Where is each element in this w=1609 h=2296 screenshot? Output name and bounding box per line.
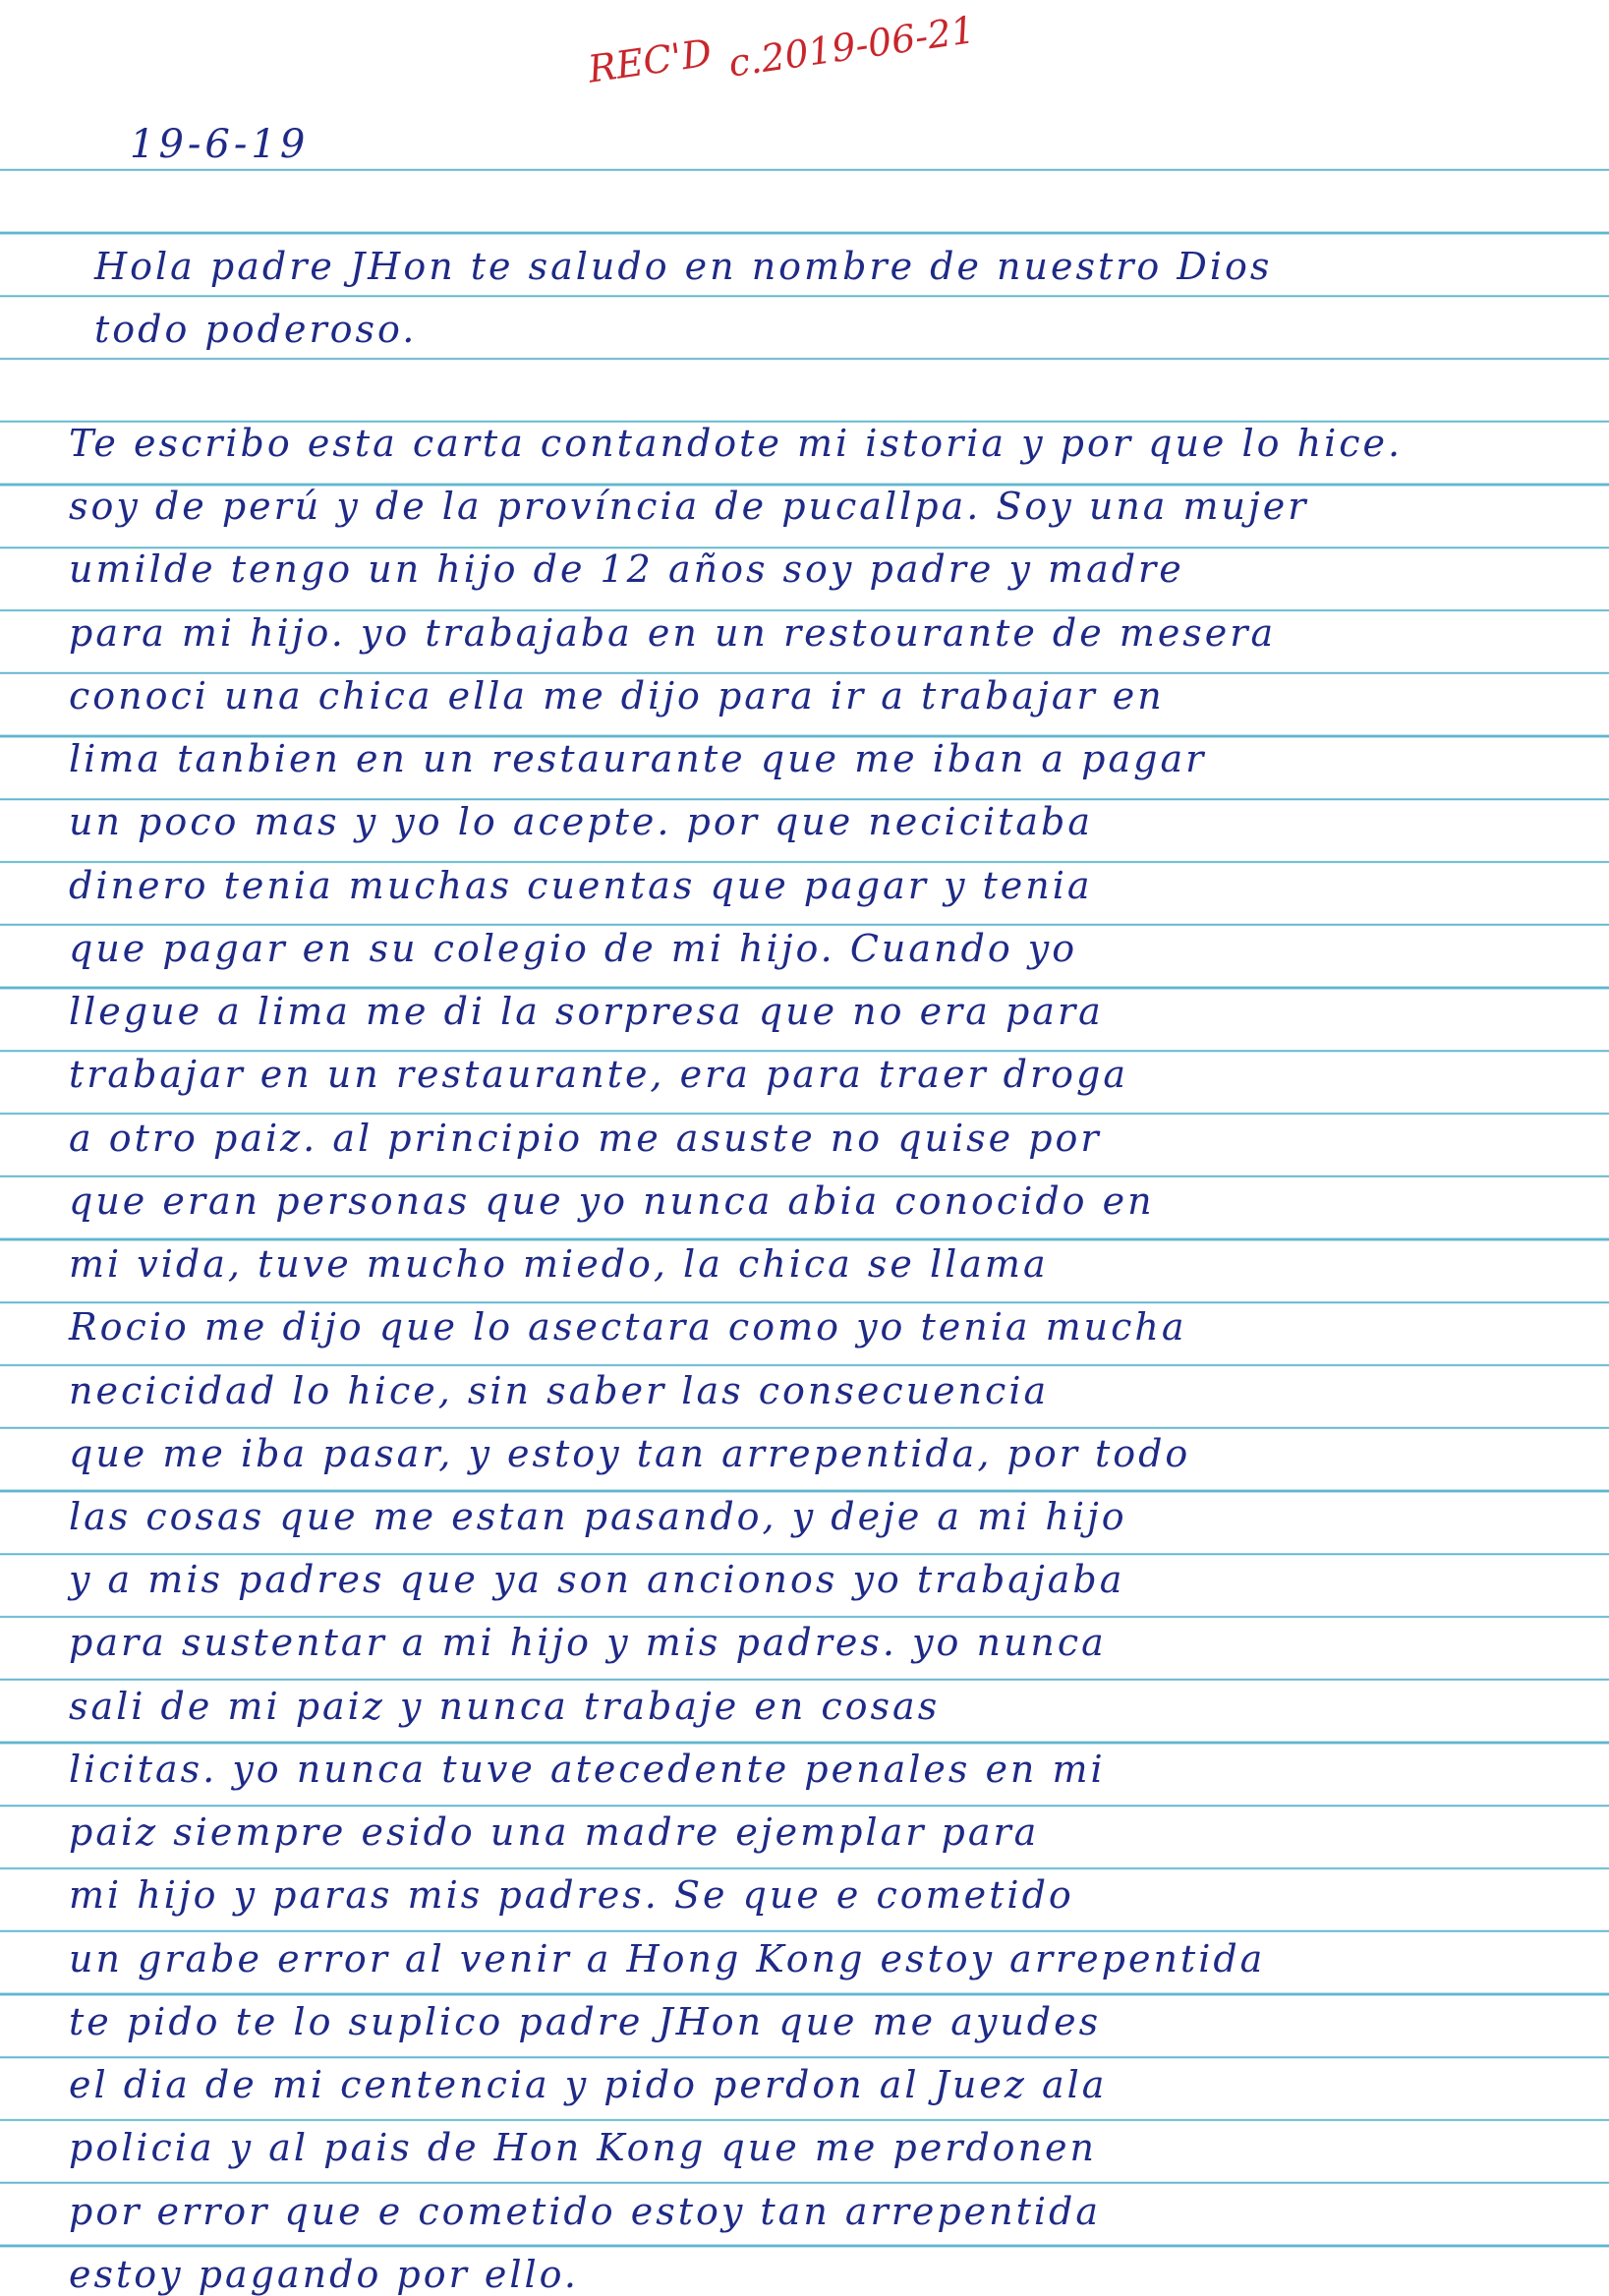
body-line: policia y al pais de Hon Kong que me perdonen xyxy=(69,2126,1097,2169)
body-line: mi vida, tuve mucho miedo, la chica se llama xyxy=(69,1242,1049,1286)
body-line: umilde tengo un hijo de 12 años soy padre y madre xyxy=(69,547,1184,591)
body-line: licitas. yo nunca tuve atecedente penales en mi xyxy=(69,1748,1106,1791)
body-line: Rocio me dijo que lo asectara como yo tenia mucha xyxy=(69,1305,1187,1349)
body-line: por error que e cometido estoy tan arrepentida xyxy=(69,2190,1102,2233)
body-line: dinero tenia muchas cuentas que pagar y tenia xyxy=(69,864,1093,907)
body-line: llegue a lima me di la sorpresa que no era para xyxy=(69,990,1104,1033)
received-stamp-label: REC'D xyxy=(585,30,715,91)
body-line: sali de mi paiz y nunca trabaje en cosas xyxy=(69,1685,941,1728)
body-line: que me iba pasar, y estoy tan arrepentida, por todo xyxy=(69,1432,1191,1475)
body-line: que pagar en su colegio de mi hijo. Cuando yo xyxy=(69,927,1078,970)
body-line: que eran personas que yo nunca abia conocido en xyxy=(69,1179,1155,1223)
body-line: Te escribo esta carta contandote mi istoria y por que lo hice. xyxy=(69,422,1404,465)
letter-date: 19-6-19 xyxy=(130,122,310,167)
body-line: conoci una chica ella me dijo para ir a trabajar en xyxy=(69,674,1165,718)
body-line: paiz siempre esido una madre ejemplar para xyxy=(69,1810,1040,1854)
body-line: un grabe error al venir a Hong Kong estoy arrepentida xyxy=(69,1937,1266,1980)
body-line: para mi hijo. yo trabajaba en un restourante de mesera xyxy=(69,611,1277,655)
body-line: trabajar en un restaurante, era para traer droga xyxy=(69,1053,1129,1096)
received-stamp-date: c.2019-06-21 xyxy=(725,7,978,86)
body-line: estoy pagando por ello. xyxy=(69,2253,579,2296)
body-line: a otro paiz. al principio me asuste no quise por xyxy=(69,1117,1102,1160)
greeting-line: Hola padre JHon te saludo en nombre de nuestro Dios xyxy=(94,245,1273,288)
body-line: el dia de mi centencia y pido perdon al Juez ala xyxy=(69,2063,1108,2106)
body-line: y a mis padres que ya son ancionos yo trabajaba xyxy=(69,1558,1125,1601)
body-line: las cosas que me estan pasando, y deje a mi hijo xyxy=(69,1495,1127,1538)
body-line: un poco mas y yo lo acepte. por que necicitaba xyxy=(69,800,1094,843)
body-line: necicidad lo hice, sin saber las consecuencia xyxy=(69,1369,1050,1412)
body-line: mi hijo y paras mis padres. Se que e cometido xyxy=(69,1873,1074,1917)
body-line: lima tanbien en un restaurante que me iban a pagar xyxy=(69,737,1207,780)
body-line: soy de perú y de la província de pucallpa. Soy una mujer xyxy=(69,485,1309,528)
body-line: te pido te lo suplico padre JHon que me ayudes xyxy=(69,2000,1102,2043)
greeting-line: todo poderoso. xyxy=(94,308,418,351)
body-line: para sustentar a mi hijo y mis padres. yo nunca xyxy=(69,1621,1107,1664)
